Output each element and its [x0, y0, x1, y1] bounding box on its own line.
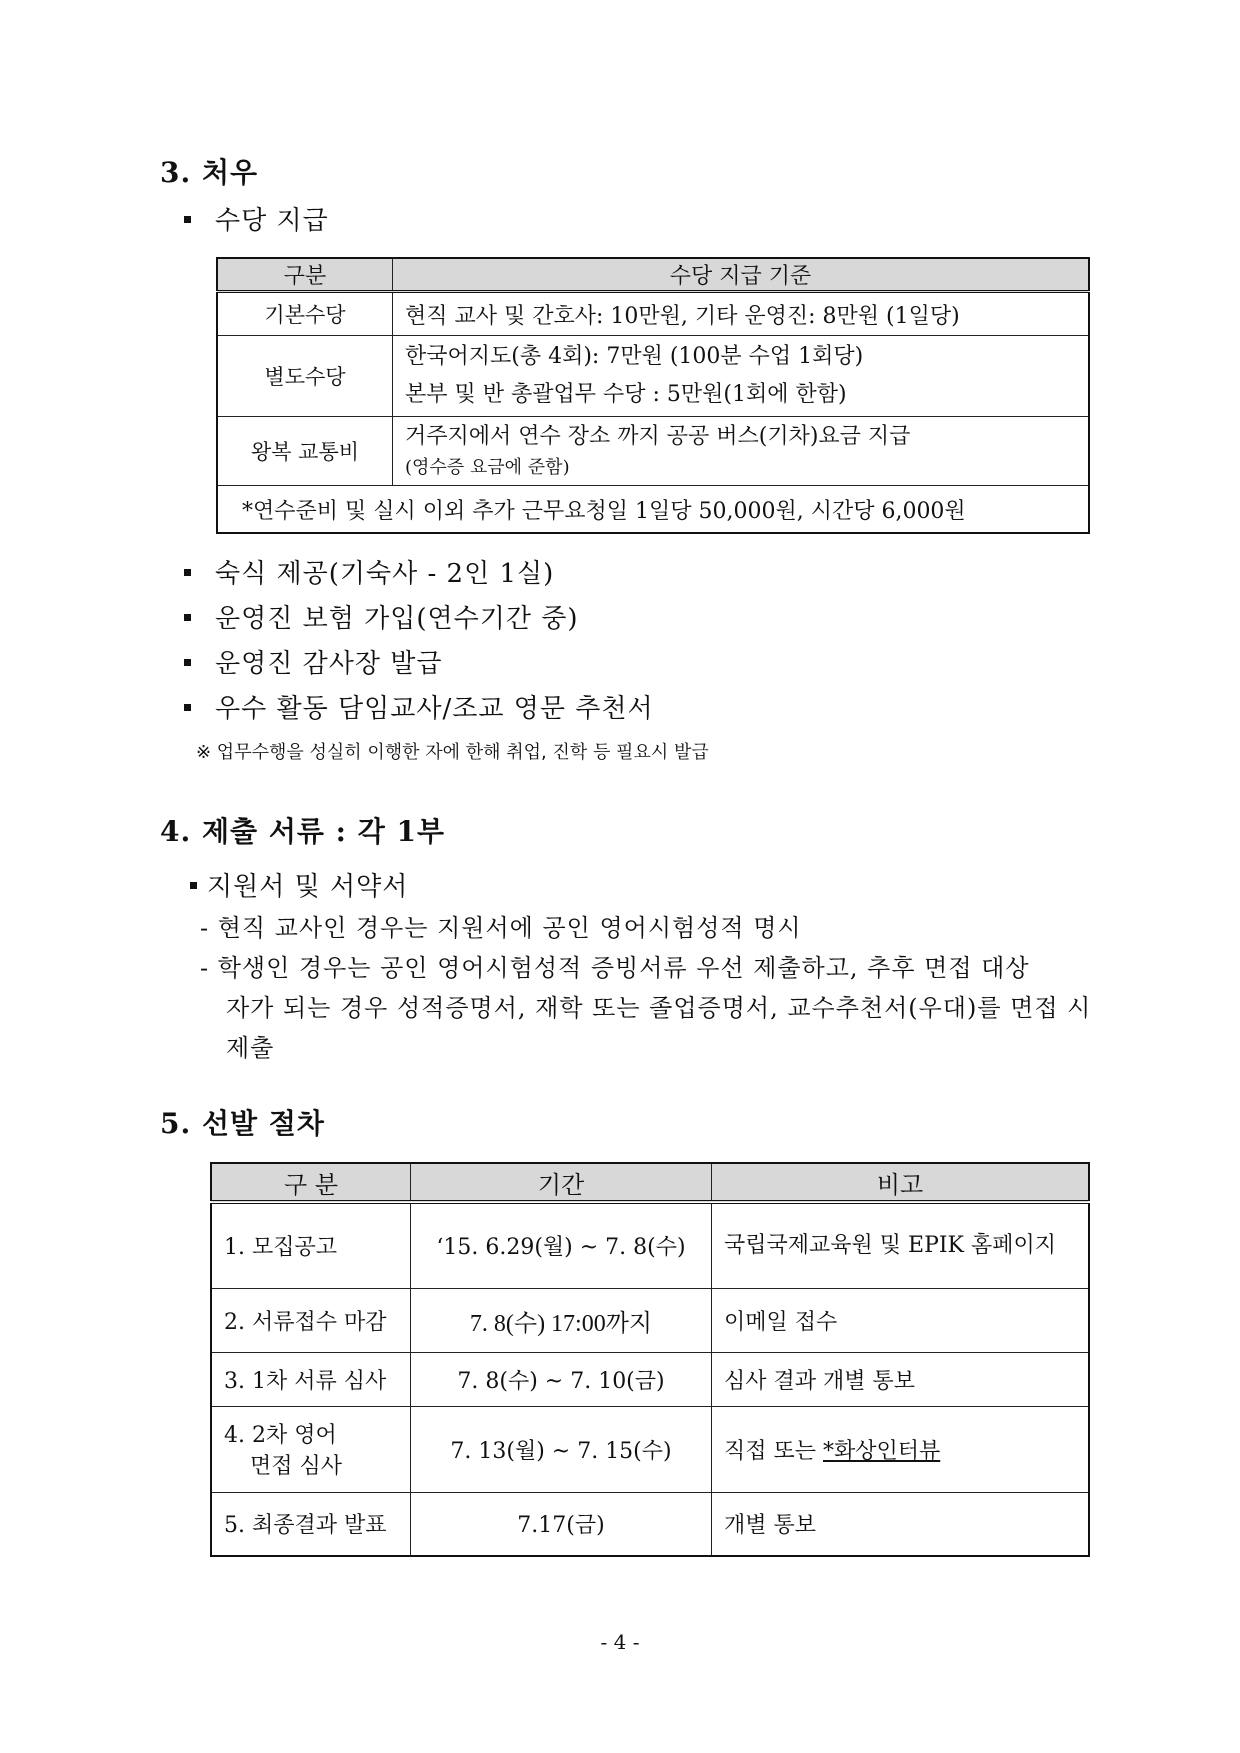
period-cell: 7. 8(수) ~ 7. 10(금) [411, 1352, 712, 1406]
bullet-icon [184, 569, 191, 576]
remarks-cell: 국립국제교육원 및 EPIK 홈페이지 [712, 1202, 1090, 1288]
bullet-documents [190, 866, 408, 903]
row-value-line: 본부 및 반 총괄업무 수당 : 5만원(1회에 한함) [405, 382, 847, 407]
dash-item-teacher: - 현직 교사인 경우는 지원서에 공인 영어시험성적 명시 [200, 914, 802, 942]
section-3-title: 3. 처우 [160, 156, 259, 189]
table-row [211, 1352, 1089, 1406]
remarks-cell: 심사 결과 개별 통보 [712, 1352, 1090, 1406]
allowance-table-header [217, 258, 1089, 292]
dash-item-student-cont: 제출 [226, 1034, 275, 1062]
remarks-text: 직접 또는 [724, 1438, 823, 1464]
selection-table-header [211, 1163, 1089, 1202]
row-value: 현직 교사 및 간호사: 10만원, 기타 운영진: 8만원 (1일당) [393, 292, 1090, 336]
header-criteria: 수당 지급 기준 [393, 258, 1090, 292]
remarks-cell: 이메일 접수 [712, 1288, 1090, 1352]
period-cell: 7.17(금) [411, 1492, 712, 1556]
table-footnote-row [217, 486, 1089, 534]
step-cell: 3. 1차 서류 심사 [211, 1352, 411, 1406]
list-item-text: 운영진 보험 가입(연수기간 중) [215, 604, 579, 634]
row-value [393, 336, 1090, 417]
allowance-table [216, 257, 1090, 534]
row-value-line: 한국어지도(총 4회): 7만원 (100분 수업 1회당) [405, 344, 864, 369]
table-row [211, 1288, 1089, 1352]
step-cell: 1. 모집공고 [211, 1202, 411, 1288]
remarks-cell: 개별 통보 [712, 1492, 1090, 1556]
bullet-allowance [184, 200, 329, 237]
list-item [184, 688, 654, 725]
list-item [184, 598, 578, 635]
table-row [211, 1202, 1089, 1288]
bullet-icon [184, 659, 191, 666]
selection-table [210, 1162, 1090, 1557]
page-number: - 4 - [600, 1630, 640, 1654]
reference-note: ※ 업무수행을 성실히 이행한 자에 한해 취업, 진학 등 필요시 발급 [196, 742, 709, 763]
table-row [217, 417, 1089, 486]
list-item-text: 운영진 감사장 발급 [215, 649, 443, 679]
table-row [211, 1406, 1089, 1492]
list-item [184, 553, 554, 590]
bullet-icon [184, 216, 191, 223]
bullet-icon [184, 614, 191, 621]
dash-item-student: - 학생인 경우는 공인 영어시험성적 증빙서류 우선 제출하고, 추후 면접 대상 [200, 954, 1030, 982]
table-row [217, 292, 1089, 336]
remarks-underlined: *화상인터뷰 [823, 1438, 941, 1464]
header-step: 구 분 [211, 1163, 411, 1202]
list-item [184, 643, 442, 680]
period-cell: 7. 8(수) 17:00까지 [411, 1288, 712, 1352]
step-cell: 2. 서류접수 마감 [211, 1288, 411, 1352]
row-value-line: 거주지에서 연수 장소 까지 공공 버스(기차)요금 지급 [405, 424, 911, 449]
row-value-line: (영수증 요금에 준함) [405, 457, 570, 478]
period-cell: ‘15. 6.29(월) ~ 7. 8(수) [411, 1202, 712, 1288]
section-4-title: 4. 제출 서류 : 각 1부 [160, 815, 446, 848]
remarks-cell [712, 1406, 1090, 1492]
step-line: 면접 심사 [250, 1454, 343, 1479]
period-cell: 7. 13(월) ~ 7. 15(수) [411, 1406, 712, 1492]
list-item-text: 우수 활동 담임교사/조교 영문 추천서 [215, 694, 654, 724]
table-footnote: *연수준비 및 실시 이외 추가 근무요청일 1일당 50,000원, 시간당 6,000원 [217, 486, 1089, 534]
step-line: 4. 2차 영어 [224, 1423, 337, 1448]
bullet-allowance-text: 수당 지급 [215, 206, 329, 236]
bullet-icon [190, 882, 197, 889]
dash-item-student-cont: 자가 되는 경우 성적증명서, 재학 또는 졸업증명서, 교수추천서(우대)를 면접 시 [226, 994, 1092, 1022]
step-cell: 5. 최종결과 발표 [211, 1492, 411, 1556]
section-5-title: 5. 선발 절차 [160, 1107, 325, 1140]
table-row [211, 1492, 1089, 1556]
list-item-text: 숙식 제공(기숙사 - 2인 1실) [215, 559, 555, 589]
table-row [217, 336, 1089, 417]
bullet-documents-text: 지원서 및 서약서 [207, 872, 409, 902]
bullet-icon [184, 704, 191, 711]
row-label: 별도수당 [217, 336, 393, 417]
header-category: 구분 [217, 258, 393, 292]
step-cell [211, 1406, 411, 1492]
header-period: 기간 [411, 1163, 712, 1202]
header-remarks: 비고 [712, 1163, 1090, 1202]
row-label: 왕복 교통비 [217, 417, 393, 486]
row-label: 기본수당 [217, 292, 393, 336]
row-value [393, 417, 1090, 486]
